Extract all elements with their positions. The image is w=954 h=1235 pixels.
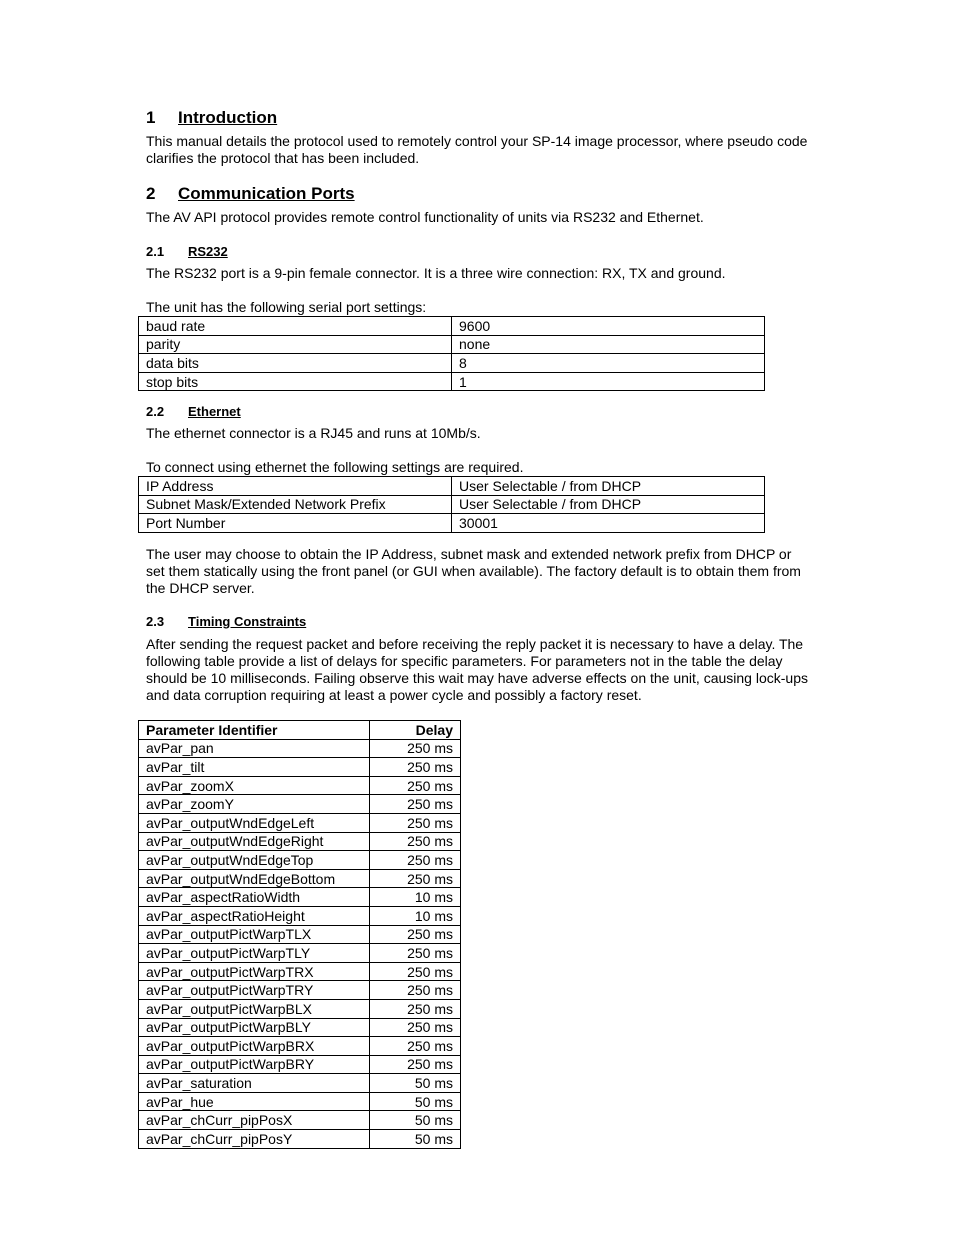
table-row (139, 514, 765, 533)
table-cell-name: avPar_outputPictWarpTRX (139, 962, 370, 981)
table-cell-name: stop bits (139, 372, 452, 391)
table-cell-name: avPar_outputWndEdgeRight (139, 832, 370, 851)
timing-delay-table (138, 720, 461, 1149)
header-delay: Delay (370, 721, 461, 740)
table-row (139, 944, 461, 963)
table-cell-name: baud rate (139, 317, 452, 336)
table-cell-value: User Selectable / from DHCP (452, 495, 765, 514)
table-row (139, 1018, 461, 1037)
table-row (139, 1111, 461, 1130)
table-cell-value: 30001 (452, 514, 765, 533)
table-cell-name: avPar_zoomY (139, 795, 370, 814)
table-cell-value: 250 ms (370, 832, 461, 851)
table-row (139, 851, 461, 870)
heading-communication-ports (146, 184, 355, 204)
heading-introduction (146, 108, 277, 128)
table-cell-value: 50 ms (370, 1092, 461, 1111)
ethernet-paragraph: The ethernet connector is a RJ45 and runs at 10Mb/s. (146, 425, 481, 441)
table-cell-value: 250 ms (370, 869, 461, 888)
table-row (139, 317, 765, 336)
table-row (139, 758, 461, 777)
table-cell-name: avPar_chCurr_pipPosY (139, 1130, 370, 1149)
heading-ethernet (146, 404, 241, 420)
table-cell-name: avPar_chCurr_pipPosX (139, 1111, 370, 1130)
table-cell-value: 250 ms (370, 813, 461, 832)
table-cell-value: 250 ms (370, 925, 461, 944)
table-cell-name: avPar_outputPictWarpBLX (139, 999, 370, 1018)
table-cell-value: 250 ms (370, 999, 461, 1018)
table-row (139, 981, 461, 1000)
table-row (139, 962, 461, 981)
table-row (139, 354, 765, 373)
table-cell-value: 250 ms (370, 739, 461, 758)
table-row (139, 869, 461, 888)
subsection-number: 2.2 (146, 404, 165, 419)
table-cell-name: avPar_outputPictWarpBRY (139, 1055, 370, 1074)
table-cell-value: 250 ms (370, 944, 461, 963)
table-cell-name: avPar_hue (139, 1092, 370, 1111)
table-cell-value: 50 ms (370, 1130, 461, 1149)
table-row (139, 739, 461, 758)
table-row (139, 1037, 461, 1056)
table-cell-name: Port Number (139, 514, 452, 533)
table-cell-value: 10 ms (370, 888, 461, 907)
subsection-number: 2.3 (146, 614, 165, 629)
timing-paragraph: After sending the request packet and before receiving the reply packet it is necessary to have a delay. The following table provide a list of delays for specific parameters. For parameters not in the table the delay should be 10 milliseconds. Failing observe this wait may have adverse effects on the unit, causing lock-ups and data corruption requiring at least a power cycle and possibly a factory reset. (146, 636, 808, 703)
ethernet-note-paragraph: The user may choose to obtain the IP Address, subnet mask and extended network prefix from DHCP or set them statically using the front panel (or GUI when available). The factory default is to obtain them from the DHCP server. (146, 546, 801, 596)
table-cell-value: 8 (452, 354, 765, 373)
table-cell-name: avPar_zoomX (139, 776, 370, 795)
table-row (139, 795, 461, 814)
table-cell-value: 250 ms (370, 962, 461, 981)
table-cell-name: avPar_outputPictWarpTLX (139, 925, 370, 944)
table-cell-value: 1 (452, 372, 765, 391)
table-cell-name: avPar_outputPictWarpTRY (139, 981, 370, 1000)
table-row (139, 1055, 461, 1074)
section-title: Communication Ports (178, 184, 355, 203)
table-cell-name: avPar_outputPictWarpBRX (139, 1037, 370, 1056)
table-cell-value: 10 ms (370, 906, 461, 925)
table-row (139, 1092, 461, 1111)
intro-paragraph: This manual details the protocol used to remotely control your SP-14 image processor, where pseudo code clarifies the protocol that has been included. (146, 133, 808, 166)
table-cell-name: avPar_outputWndEdgeBottom (139, 869, 370, 888)
table-row (139, 888, 461, 907)
table-cell-value: 250 ms (370, 1055, 461, 1074)
table-cell-value: 250 ms (370, 1037, 461, 1056)
table-row (139, 1074, 461, 1093)
table-cell-value: 250 ms (370, 981, 461, 1000)
table-cell-name: avPar_outputPictWarpBLY (139, 1018, 370, 1037)
table-cell-value: none (452, 335, 765, 354)
table-row (139, 495, 765, 514)
table-cell-value: 250 ms (370, 776, 461, 795)
table-row (139, 999, 461, 1018)
table-row (139, 335, 765, 354)
subsection-title: Ethernet (188, 404, 241, 419)
comm-paragraph: The AV API protocol provides remote control functionality of units via RS232 and Ethernet. (146, 209, 704, 225)
table-cell-value: 50 ms (370, 1074, 461, 1093)
table-row (139, 776, 461, 795)
table-cell-name: avPar_outputWndEdgeTop (139, 851, 370, 870)
table-row (139, 813, 461, 832)
heading-timing-constraints (146, 614, 306, 630)
table-cell-name: avPar_aspectRatioHeight (139, 906, 370, 925)
table-cell-name: avPar_saturation (139, 1074, 370, 1093)
table-cell-value: 50 ms (370, 1111, 461, 1130)
table-cell-name: data bits (139, 354, 452, 373)
subsection-title: Timing Constraints (188, 614, 307, 629)
table-cell-value: 9600 (452, 317, 765, 336)
ethernet-settings-table (138, 476, 765, 533)
section-title: Introduction (178, 108, 278, 127)
table-cell-name: IP Address (139, 477, 452, 496)
table-cell-name: Subnet Mask/Extended Network Prefix (139, 495, 452, 514)
table-cell-name: parity (139, 335, 452, 354)
table-row (139, 906, 461, 925)
serial-settings-table (138, 316, 765, 391)
rs232-paragraph: The RS232 port is a 9-pin female connector. It is a three wire connection: RX, TX and ground. (146, 265, 726, 281)
ethernet-table-intro: To connect using ethernet the following settings are required. (146, 459, 524, 475)
table-cell-value: 250 ms (370, 1018, 461, 1037)
table-cell-value: 250 ms (370, 795, 461, 814)
table-cell-name: avPar_tilt (139, 758, 370, 777)
table-cell-value: 250 ms (370, 758, 461, 777)
subsection-number: 2.1 (146, 244, 165, 259)
table-cell-name: avPar_outputWndEdgeLeft (139, 813, 370, 832)
table-cell-name: avPar_pan (139, 739, 370, 758)
table-row (139, 832, 461, 851)
table-row (139, 1130, 461, 1149)
table-cell-name: avPar_aspectRatioWidth (139, 888, 370, 907)
table-row (139, 477, 765, 496)
table-header-row (139, 721, 461, 740)
header-parameter: Parameter Identifier (139, 721, 370, 740)
rs232-table-intro: The unit has the following serial port settings: (146, 299, 427, 315)
section-number: 1 (146, 108, 156, 127)
table-cell-name: avPar_outputPictWarpTLY (139, 944, 370, 963)
section-number: 2 (146, 184, 156, 203)
table-cell-value: 250 ms (370, 851, 461, 870)
subsection-title: RS232 (188, 244, 228, 259)
table-row (139, 372, 765, 391)
table-cell-value: User Selectable / from DHCP (452, 477, 765, 496)
table-row (139, 925, 461, 944)
heading-rs232 (146, 244, 228, 260)
